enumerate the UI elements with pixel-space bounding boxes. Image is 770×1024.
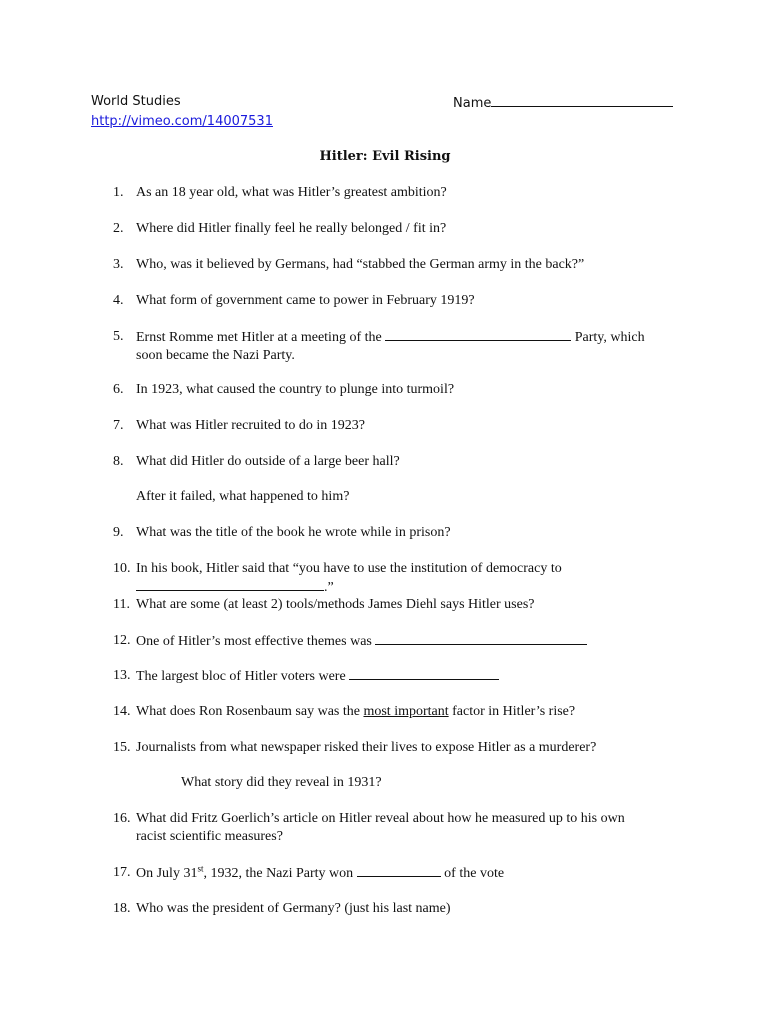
answer-blank[interactable] xyxy=(375,632,587,645)
answer-blank[interactable] xyxy=(349,667,499,680)
answer-blank[interactable] xyxy=(136,578,324,591)
name-label: Name xyxy=(453,96,492,111)
answer-blank[interactable] xyxy=(357,864,441,877)
emphasis-text: most important xyxy=(363,704,449,719)
question-15-followup: What story did they reveal in 1931? xyxy=(181,775,382,790)
name-field xyxy=(453,94,673,111)
name-blank-line[interactable] xyxy=(491,94,673,107)
question-8-followup: After it failed, what happened to him? xyxy=(136,489,350,504)
answer-blank[interactable] xyxy=(385,328,571,341)
course-label: World Studies xyxy=(91,94,181,109)
video-link[interactable]: http://vimeo.com/14007531 xyxy=(91,114,273,129)
worksheet-title: Hitler: Evil Rising xyxy=(319,149,451,164)
worksheet-page: World Studies http://vimeo.com/14007531 Name Hitler: Evil Rising 1. As an 18 year old, what was Hitler’s greatest ambition? 2. Where did Hitler finally feel he really belonged / fit in? 3. Who, was it believed by Germans, had “stabbed the German army in the back?” 4. What form of government came to power in February 1919? 5. Ernst Romme met Hitler at a meeting of the Party, which soon became the Nazi Party. 6. In 1923, what caused the country to plunge into turmoil? 7. What was Hitler recruited to do in 1923? 8. What did Hitler do outside of a large beer hall? After it failed, what happened to him? 9. What was the title of the book he wrote while in prison? 10. In his book, Hitler said that “you have to use the institution of democracy to .” 11. What are some (at least 2) tools/methods James Diehl says Hitler uses? 12. One of Hitler’s most effective themes was 13. The largest bloc of Hitler voters were 14. What does Ron Rosenbaum say was the most important factor in Hitler’s rise? 15. Journalists from what newspaper risked their lives to expose Hitler as a murderer? What story did they reveal in 1931? 16. What did Fritz Goerlich’s article on Hitler reveal about how he measured up to his own racist scientific measures? 17. On July 31st, 1932, the Nazi Party won of the vote 18. Who was the president of Germany? (just his last name) xyxy=(0,0,770,1024)
